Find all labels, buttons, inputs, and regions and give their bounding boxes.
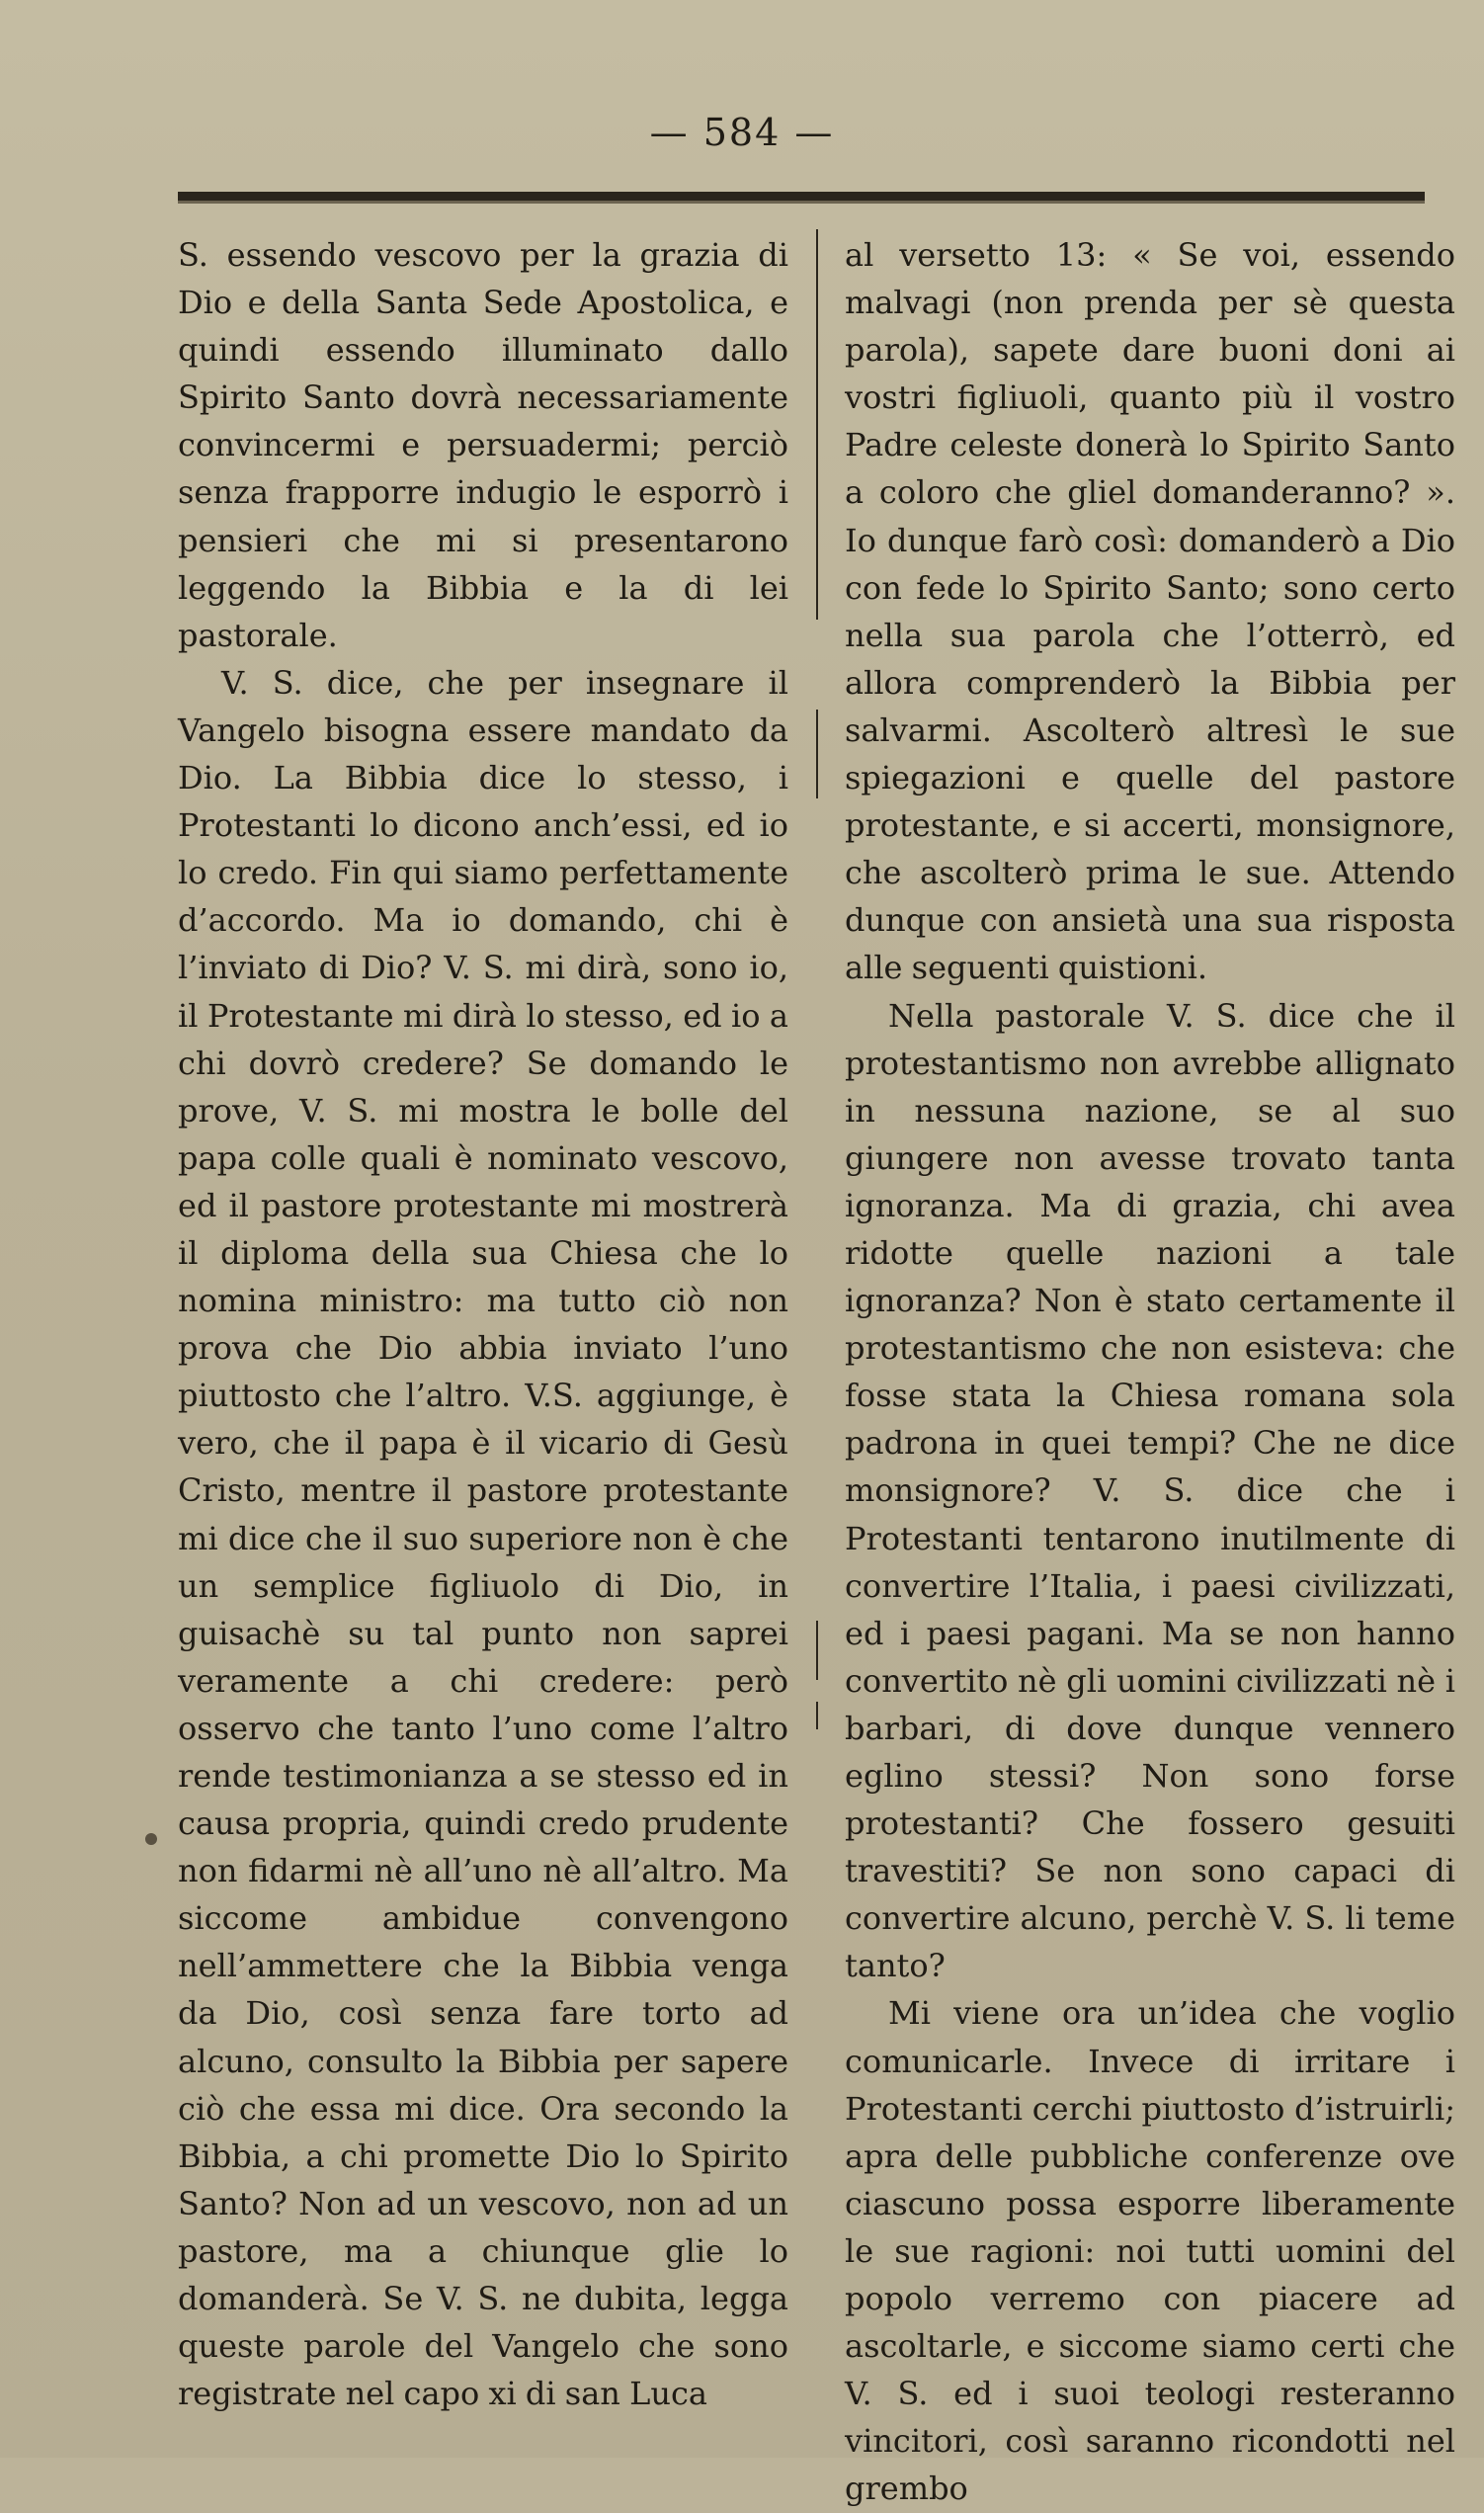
right-column bbox=[845, 231, 1455, 2513]
header-rule bbox=[178, 192, 1425, 204]
column-divider bbox=[816, 1702, 818, 1729]
ink-spot bbox=[145, 1833, 157, 1845]
paragraph-right-3: Mi viene ora un’idea che voglio comunicarle. Invece di irritare i Protestanti cerchi piuttosto d’istruirli; apra delle pubbliche conferenze ove ciascuno possa esporre liberamente le sue ragioni: noi tutti uomini del popolo verremo con piacere ad ascoltarle, e siccome siamo certi che V. S. ed i suoi teologi resteranno vincitori, così saranno ricondotti nel grembo bbox=[845, 1994, 1455, 2508]
paragraph-right-1: al versetto 13: « Se voi, essendo malvagi (non prenda per sè questa parola), sapete dare buoni doni ai vostri figliuoli, quanto più il vostro Padre celeste donerà lo Spirito Santo a coloro che gliel domanderanno? ». Io dunque farò così: domanderò a Dio con fede lo Spirito Santo; sono certo nella sua parola che l’otterrò, ed allora comprenderò la Bibbia per salvarmi. Ascolterò altresì le sue spiegazioni e quelle del pastore protestante, e si accerti, monsignore, che ascolterò prima le sue. Attendo dunque con ansietà una sua risposta alle seguenti quistioni. bbox=[845, 236, 1455, 987]
paragraph-right-2: Nella pastorale V. S. dice che il protestantismo non avrebbe allignato in nessuna nazione, se al suo giungere non avesse trovato tanta ignoranza. Ma di grazia, chi avea ridotte quelle nazioni a tale ignoranza? Non è stato certamente il protestantismo che non esisteva: che fosse stata la Chiesa romana sola padrona in quei tempi? Che ne dice monsignore? V. S. dice che i Protestanti tentarono inutilmente di convertire l’Italia, i paesi civilizzati, ed i paesi pagani. Ma se non hanno convertito nè gli uomini civilizzati nè i barbari, di dove dunque vennero eglino stessi? Non sono forse protestanti? Che fossero gesuiti travestiti? Se non sono capaci di convertire alcuno, perchè V. S. li teme tanto? bbox=[845, 996, 1455, 1985]
paragraph-left-1: S. essendo vescovo per la grazia di Dio e della Santa Sede Apostolica, e quindi essendo illuminato dallo Spirito Santo dovrà necessariamente convincermi e persuadermi; perciò senza frapporre indugio le esporrò i pensieri che mi si presentarono leggendo la Bibbia e la di lei pastorale. bbox=[178, 236, 788, 654]
column-divider bbox=[816, 229, 818, 620]
left-column bbox=[178, 231, 788, 2417]
page-number: — 584 — bbox=[649, 111, 835, 154]
column-divider bbox=[816, 710, 818, 798]
column-divider bbox=[816, 1621, 818, 1680]
paragraph-left-2: V. S. dice, che per insegnare il Vangelo bisogna essere mandato da Dio. La Bibbia dice lo stesso, i Protestanti lo dicono anch’essi, ed io lo credo. Fin qui siamo perfettamente d’accordo. Ma io domando, chi è l’inviato di Dio? V. S. mi dirà, sono io, il Protestante mi dirà lo stesso, ed io a chi dovrò credere? Se domando le prove, V. S. mi mostra le bolle del papa colle quali è nominato vescovo, ed il pastore protestante mi mostrerà il diploma della sua Chiesa che lo nomina ministro: ma tutto ciò non prova che Dio abbia inviato l’uno piuttosto che l’altro. V.S. aggiunge, è vero, che il papa è il vicario di Gesù Cristo, mentre il pastore protestante mi dice che il suo superiore non è che un semplice figliuolo di Dio, in guisachè su tal punto non saprei veramente a chi credere: però osservo che tanto l’uno come l’altro rende testimonianza a se stesso ed in causa propria, quindi credo prudente non fidarmi nè all’uno nè all’altro. Ma siccome ambidue convengono nell’ammettere che la Bibbia venga da Dio, così senza fare torto ad alcuno, consulto la Bibbia per sapere ciò che essa mi dice. Ora secondo la Bibbia, a chi promette Dio lo Spirito Santo? Non ad un vescovo, non ad un pastore, ma a chiunque glie lo domanderà. Se V. S. ne dubita, legga queste parole del Vangelo che sono registrate nel capo xi di san Luca bbox=[178, 663, 788, 2413]
